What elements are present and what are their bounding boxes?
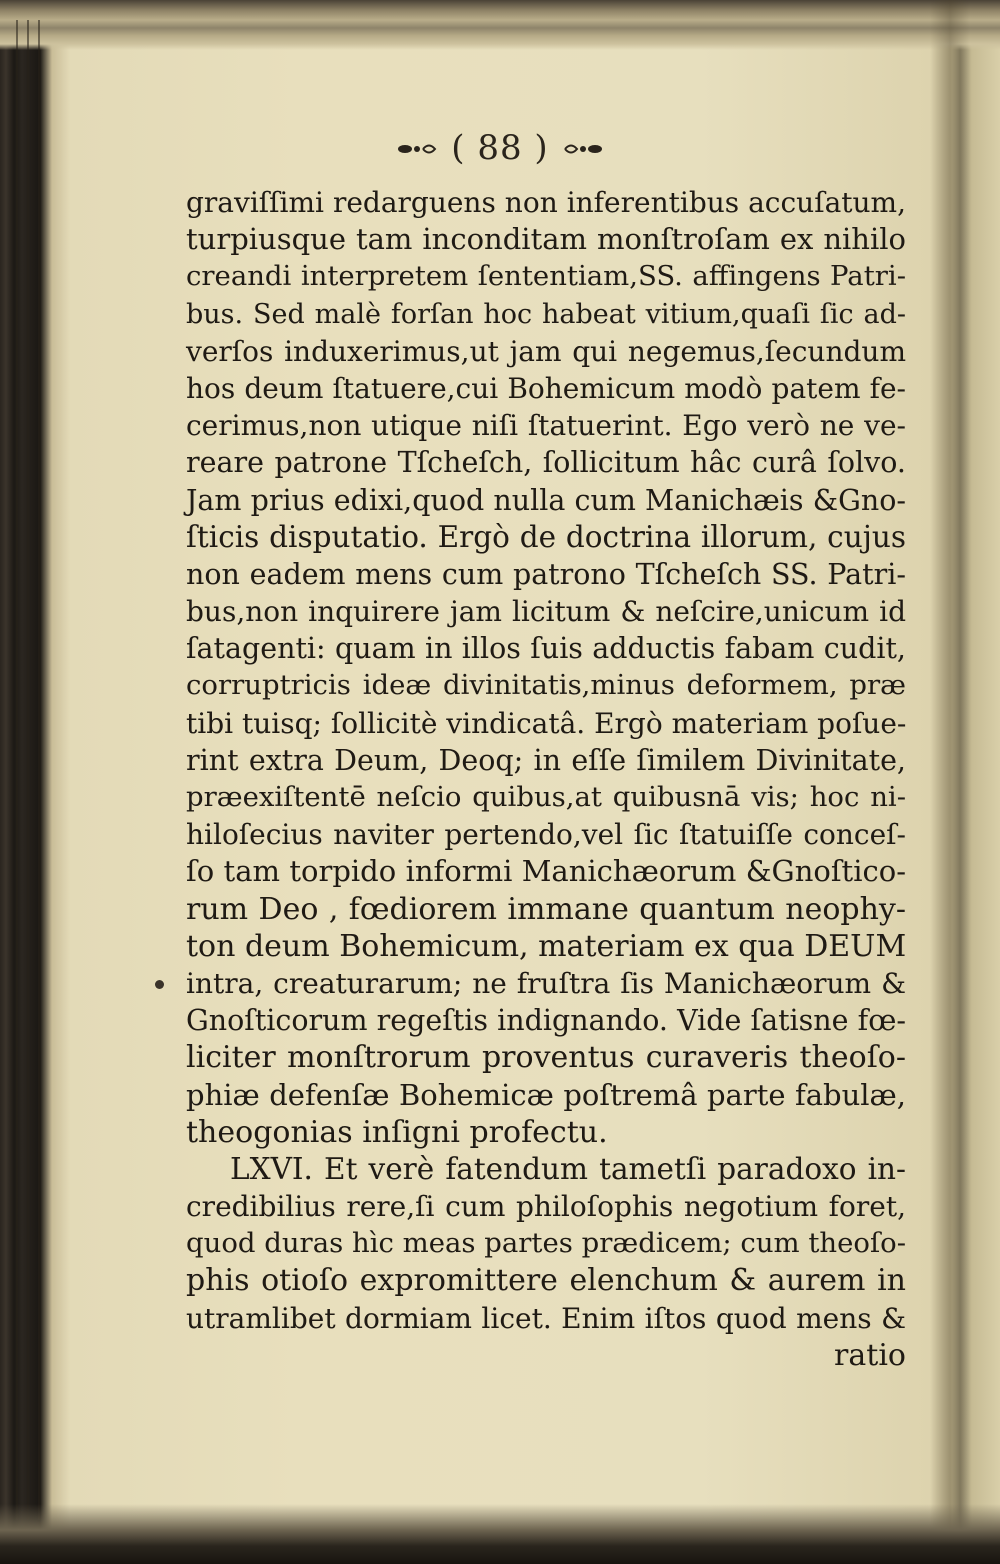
body-text [186,184,906,1374]
text-line: creandi interpretem ſententiam,SS. affingens Patri- [186,260,906,293]
paragraph-start-line: LXVI. Et verè fatendum tametſi paradoxo in- [230,1151,906,1186]
catchword: ratio [834,1337,906,1373]
text-line: ſo tam torpido informi Manichæorum &Gnoſtico- [186,854,906,889]
page-number: 88 [477,128,523,168]
text-line: turpiusque tam inconditam monſtroſam ex nihilo [186,222,906,257]
text-line: ſticis disputatio. Ergò de doctrina illorum, cujus [186,519,906,554]
ink-dot-mark [155,980,164,989]
right-ornament-icon [561,141,605,157]
text-line: bus,non inquirere jam licitum & neſcire,unicum id [186,595,906,629]
text-line: corruptricis ideæ divinitatis,minus deformem, præ [186,669,906,702]
page-stack-edge [16,20,18,1520]
text-line: phis otioſo expromittere elenchum & aurem in [186,1263,906,1299]
text-line: intra, creaturarum; ne fruſtra ſis Manichæorum & [186,966,906,1000]
text-line: Gnoſticorum regeſtis indignando. Vide ſatisne fœ- [186,1004,906,1038]
page-stack-edge [27,20,29,1520]
text-line: tibi tuisq; ſollicitè vindicatâ. Ergò materiam poſue- [186,706,907,740]
text-line: quod duras hìc meas partes prædicem; cum theoſo- [186,1227,906,1260]
text-line: hiloſecius naviter pertendo,vel ſic ſtatuiſſe conceſ- [186,818,906,852]
paren-close: ) [522,128,549,168]
text-line: bus. Sed malè forſan hoc habeat vitium,quaſi ſic ad- [186,298,906,330]
page-stack-edge [38,20,40,1520]
text-line: rint extra Deum, Deoq; in eſſe ſimilem Divinitate, [186,743,906,777]
text-line: credibilius rere,ſi cum philoſophis negotium foret, [186,1190,906,1224]
text-line: rum Deo , fœdiorem immane quantum neophy- [186,891,906,927]
text-line: utramlibet dormiam licet. Enim iſtos quod mens & [186,1301,906,1335]
text-line: ton deum Bohemicum, materiam ex qua DEUM [186,928,907,964]
text-line: verſos induxerimus,ut jam qui negemus,ſecundum [186,334,906,368]
text-line: non eadem mens cum patrono Tſcheſch SS. Patri- [186,557,906,591]
page-top-edge [0,0,1000,50]
paren-open: ( [451,128,478,168]
page-header [0,128,1000,168]
text-line: theogonias inſigni profectu. [186,1114,608,1150]
page-bottom-edge [0,1504,1000,1564]
text-line: graviſſimi redarguens non inferentibus accuſatum, [186,186,906,219]
text-line: liciter monſtrorum proventus curaveris theoſo- [186,1040,906,1076]
text-line: cerimus,non utique niſi ſtatuerint. Ego verò ne ve- [186,409,906,443]
text-line: reare patrone Tſcheſch, ſollicitum hâc curâ ſolvo. [186,446,906,480]
text-line: ſatagenti: quam in illos ſuis adductis fabam cudit, [186,632,906,666]
spine-shadow [930,0,970,1564]
text-line: phiæ defenſæ Bohemicæ poſtremâ parte fabulæ, [186,1077,906,1112]
text-line: Jam prius edixi,quod nulla cum Manichæis &Gno- [186,483,906,517]
left-ornament-icon [395,141,439,157]
text-line: præexiſtentē neſcio quibus,at quibusnā vis; hoc ni- [186,781,906,813]
text-line: hos deum ſtatuere,cui Bohemicum modò patem fe- [186,371,906,405]
